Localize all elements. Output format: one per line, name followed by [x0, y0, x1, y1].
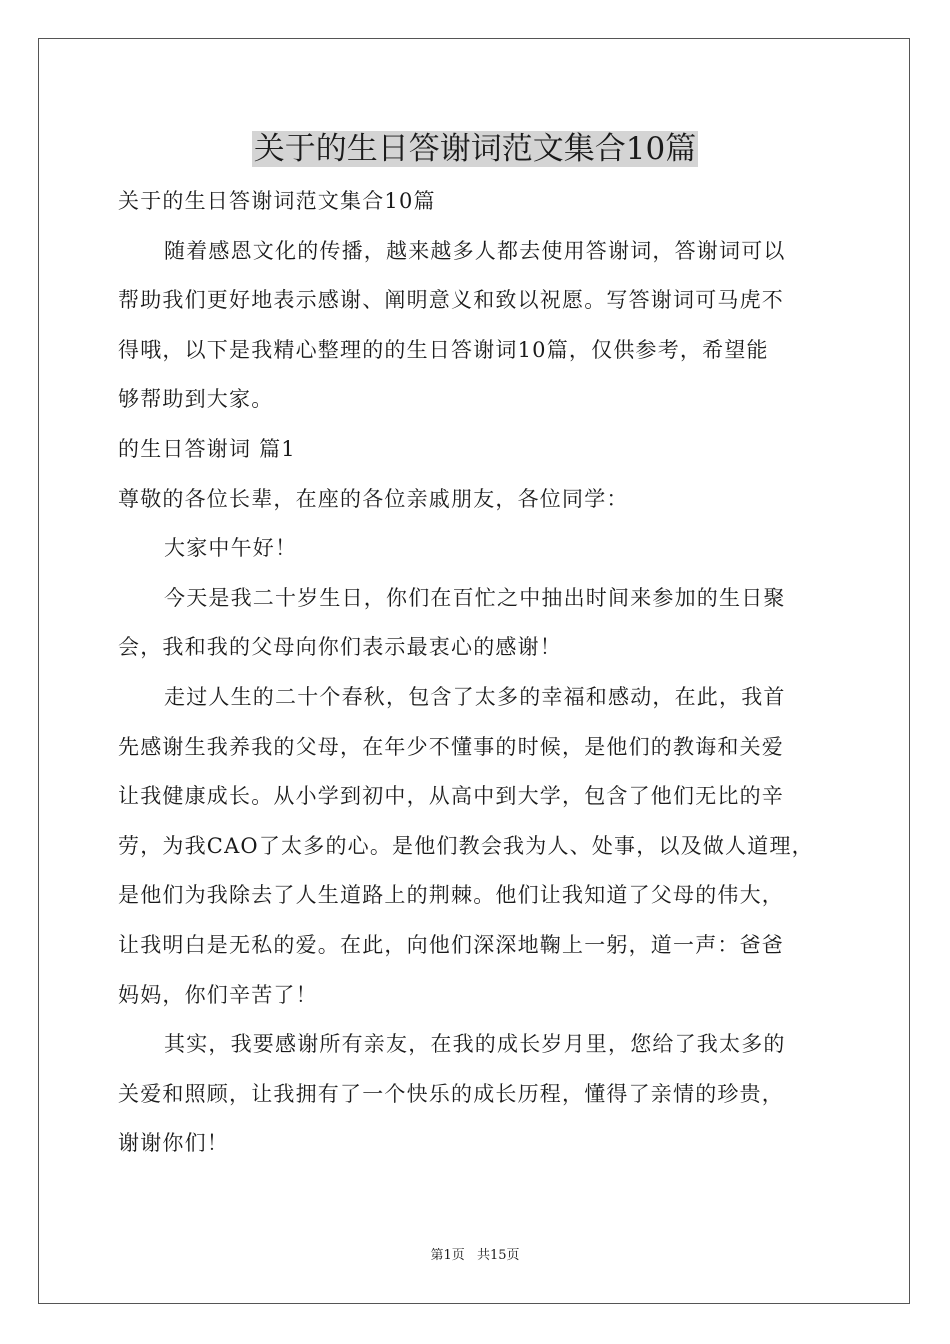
page-number: 第1页 [430, 1248, 465, 1263]
body-line: 其实，我要感谢所有亲友，在我的成长岁月里，您给了我太多的 [164, 1032, 786, 1057]
body-line: 大家中午好！ [164, 536, 298, 561]
body-line: 够帮助到大家。 [118, 387, 274, 412]
body-line: 谢谢你们！ [118, 1131, 229, 1156]
document-body [118, 177, 840, 1169]
body-line: 劳，为我CAO了太多的心。是他们教会我为人、处事，以及做人道理， [118, 833, 814, 858]
body-line: 随着感恩文化的传播，越来越多人都去使用答谢词，答谢词可以 [164, 238, 786, 263]
body-line: 关于的生日答谢词范文集合10篇 [118, 189, 436, 213]
body-line: 今天是我二十岁生日，你们在百忙之中抽出时间来参加的生日聚 [164, 585, 786, 610]
body-line: 帮助我们更好地表示感谢、阐明意义和致以祝愿。写答谢词可马虎不 [118, 288, 784, 313]
body-line: 让我健康成长。从小学到初中，从高中到大学，包含了他们无比的辛 [118, 784, 784, 809]
document-title [0, 124, 950, 174]
body-line: 得哦，以下是我精心整理的的生日答谢词10篇，仅供参考，希望能 [118, 337, 769, 362]
body-line: 关爱和照顾，让我拥有了一个快乐的成长历程，懂得了亲情的珍贵， [118, 1081, 784, 1106]
body-line: 先感谢生我养我的父母，在年少不懂事的时候，是他们的教诲和关爱 [118, 734, 784, 759]
body-line: 会，我和我的父母向你们表示最衷心的感谢！ [118, 635, 562, 660]
body-line: 让我明白是无私的爱。在此，向他们深深地鞠上一躬，道一声：爸爸 [118, 932, 784, 957]
page-footer [0, 1246, 950, 1266]
body-line: 尊敬的各位长辈，在座的各位亲戚朋友，各位同学： [118, 486, 629, 511]
body-line: 走过人生的二十个春秋，包含了太多的幸福和感动，在此，我首 [164, 684, 786, 709]
body-line: 是他们为我除去了人生道路上的荆棘。他们让我知道了父母的伟大， [118, 883, 784, 908]
section-heading: 的生日答谢词 篇1 [118, 436, 296, 461]
page-total: 共15页 [476, 1248, 520, 1263]
document-title-text: 关于的生日答谢词范文集合10篇 [253, 131, 697, 167]
body-line: 妈妈，你们辛苦了！ [118, 982, 318, 1007]
